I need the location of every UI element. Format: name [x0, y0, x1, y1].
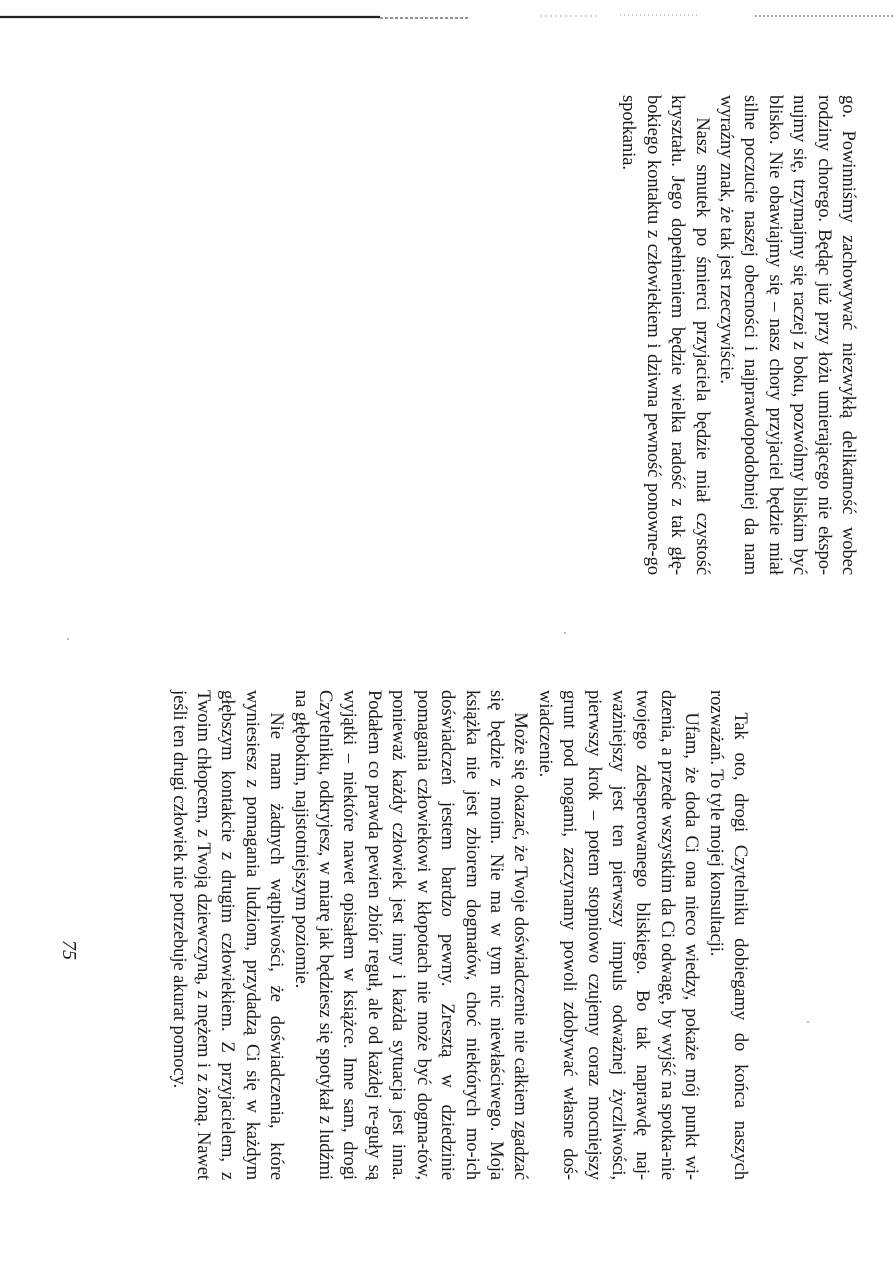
paragraph: Może się okazać, że Twoje doświadczenie nie całkiem zgadzać się będzie z moim. Nie ma w tym nic niewłaściwego. Moja książka nie jest zbiorem dogmatów, choć niektórych mo-ich doświadczeń jestem bardzo pewny. Zresztą w dziedzinie pomagania człowiekowi w kłopotach nie może być dogma-tów, ponieważ każdy człowiek jest inny i każda sytuacja jest inna. Podałem co prawda pewien zbiór reguł, ale od każdej re-guły są wyjątki – niektóre nawet opisałem w książce. Inne sam, drogi Czytelniku, odkryjesz, w miarę jak będziesz się spotykał z ludźmi na głębokim, najistotniejszym poziomie.: [290, 690, 532, 1180]
paragraph: Ufam, że doda Ci ona nieco wiedzy, pokaże mój punkt wi-dzenia, a przede wszystkim da Ci odwagę, by wyjść na spotka-nie twojego zdesperowanego bliskiego. Bo tak naprawdę naj-ważniejszy jest ten pierwszy impuls odważnej życzliwości, pierwszy krok – potem stopniowo czujemy coraz mocniejszy grunt pod nogami, zaczynamy powoli zdobywać własne doś-wiadczenie.: [534, 690, 703, 1180]
paragraph: Nie mam żadnych wątpliwości, że doświadczenia, które wyniesiesz z pomagania ludziom, przydadzą Ci się w każdym głębszym kontakcie z drugim człowiekiem. Z przyjacielem, z Twoim chłopcem, z Twoją dziewczyną, z mężem i z żoną. Nawet jeśli ten drugi człowiek nie potrzebuje akurat pomocy.: [168, 690, 288, 1180]
paragraph: Nasz smutek po śmierci przyjaciela będzie miał czystość kryształu. Jego dopełnieniem będzie wielka radość z tak głę-bokiego kontaktu z człowiekiem i dziwna pewność ponowne-go spotkania.: [618, 95, 713, 575]
paragraph: Tak oto, drogi Czytelniku dobiegamy do końca naszych rozważań. To tyle mojej konsultacji.: [705, 690, 751, 1180]
text-block-bottom: [166, 690, 752, 1180]
paragraph-continuation: go. Powinniśmy zachowywać niezwykłą delikatność wobec rodziny chorego. Będąc już przy łożu umierającego nie ekspo-nujmy się, trzymajmy się raczej z boku, pozwólmy bliskim być blisko. Nie obawiajmy się – nasz chory przyjaciel będzie miał silne poczucie naszej obecności i najprawdopodobniej da nam wyraźny znak, że tak jest rzeczywiście.: [715, 95, 859, 575]
page-number: 75: [58, 940, 80, 960]
text-block-top: [616, 95, 860, 575]
